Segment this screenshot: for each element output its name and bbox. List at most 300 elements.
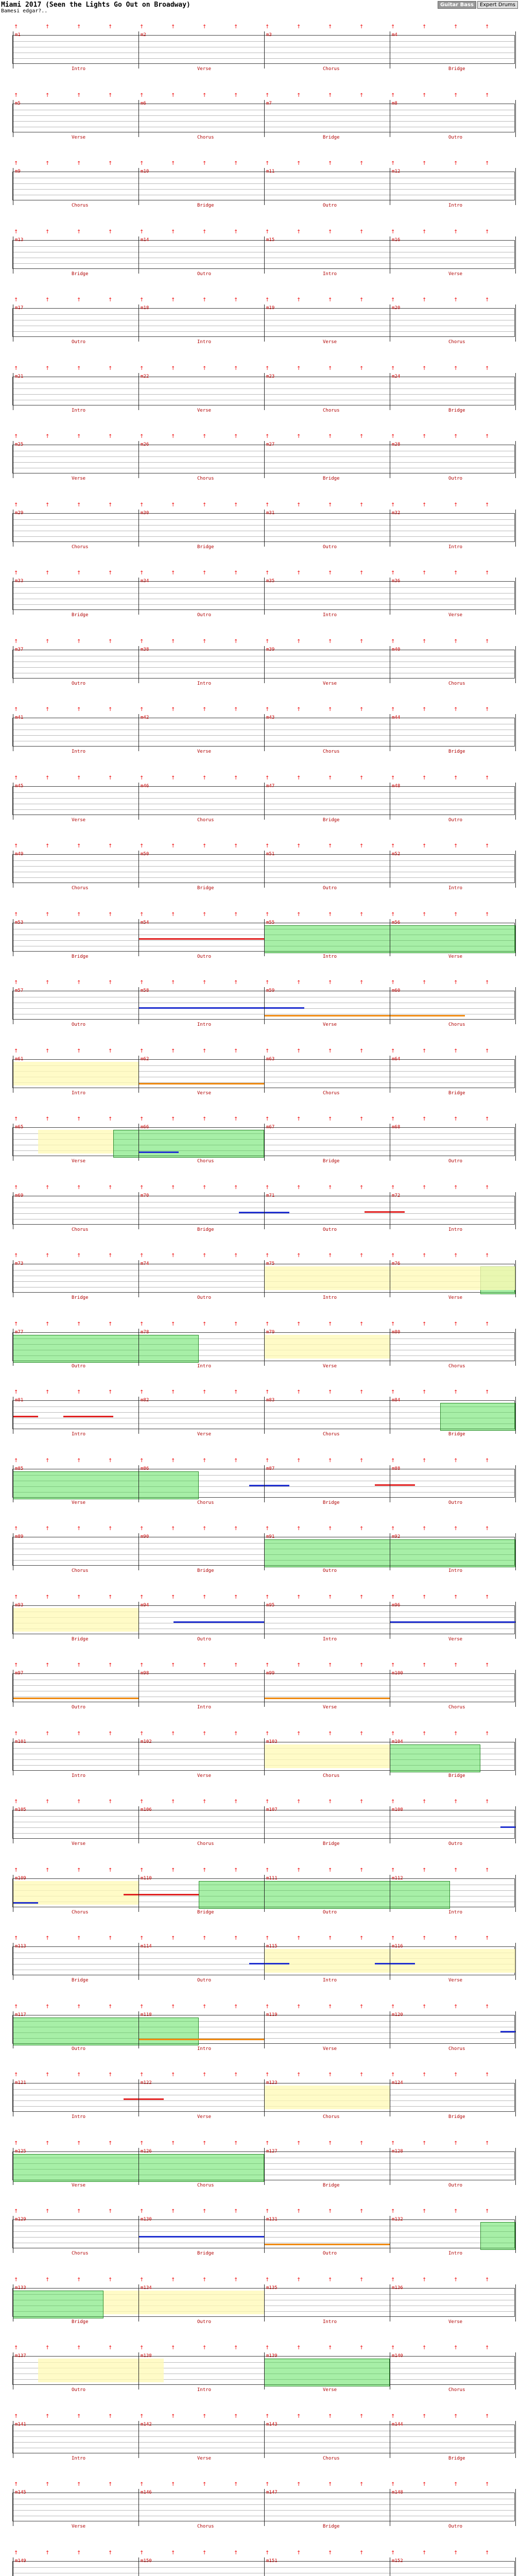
beat-marker-icon: ↑ — [454, 843, 458, 849]
beat-marker-icon: ↑ — [108, 161, 113, 166]
measure-number: m102 — [141, 1739, 152, 1744]
mode-guitar-bass[interactable]: Guitar Bass — [438, 1, 476, 9]
chart-row — [0, 2475, 520, 2544]
section-label: Intro — [72, 1090, 86, 1096]
beat-marker-icon: ↑ — [234, 1458, 238, 1464]
beat-marker-icon: ↑ — [108, 843, 113, 849]
chart-row — [0, 1861, 520, 1929]
beat-marker-icon: ↑ — [391, 638, 395, 645]
beat-marker-icon: ↑ — [454, 2072, 458, 2078]
beat-marker-icon: ↑ — [485, 2345, 490, 2351]
chart-row — [0, 359, 520, 428]
measure-number: m116 — [392, 1944, 403, 1949]
bar-line — [515, 578, 516, 615]
beat-marker-icon: ↑ — [202, 2072, 207, 2078]
section-label: Outro — [323, 1909, 337, 1915]
measure-number: m3 — [266, 32, 272, 38]
measure-number: m46 — [141, 783, 149, 789]
beat-marker-icon: ↑ — [265, 1184, 270, 1191]
beat-marker-icon: ↑ — [202, 2209, 207, 2214]
beat-marker-icon: ↑ — [328, 2345, 333, 2351]
bar-line — [264, 2284, 265, 2321]
beat-marker-icon: ↑ — [140, 1389, 144, 1395]
section-label: Outro — [323, 1568, 337, 1573]
beat-marker-icon: ↑ — [391, 2550, 395, 2556]
beat-marker-icon: ↑ — [171, 843, 176, 849]
beat-marker-icon: ↑ — [202, 2277, 207, 2283]
section-label: Verse — [323, 2387, 337, 2393]
section-label: Bridge — [72, 1636, 89, 1642]
beat-marker-icon: ↑ — [108, 502, 113, 508]
beat-marker-icon: ↑ — [77, 229, 81, 235]
beat-marker-icon: ↑ — [297, 638, 301, 645]
sustain-note — [138, 938, 264, 940]
measure-number: m115 — [266, 1944, 278, 1949]
bar-line — [138, 236, 139, 274]
section-label: Chorus — [197, 1159, 214, 1164]
beat-marker-icon: ↑ — [234, 911, 238, 918]
section-label: Bridge — [323, 134, 340, 140]
beat-marker-icon: ↑ — [422, 229, 427, 235]
sustain-note — [500, 2031, 515, 2032]
sustain-note — [13, 1698, 138, 1699]
measure-number: m121 — [15, 2080, 26, 2086]
beat-marker-icon: ↑ — [108, 1867, 113, 1873]
section-label: Bridge — [323, 2524, 340, 2529]
beat-marker-icon: ↑ — [328, 1184, 333, 1191]
section-label: Verse — [448, 1295, 463, 1300]
beat-marker-icon: ↑ — [454, 502, 458, 508]
sustain-note — [249, 1485, 289, 1486]
beat-marker-icon: ↑ — [77, 2004, 81, 2010]
section-label: Verse — [197, 1432, 212, 1437]
staff-line — [13, 388, 514, 389]
beat-marker-icon: ↑ — [297, 502, 301, 508]
staff — [12, 2140, 515, 2188]
chart-row — [0, 2270, 520, 2339]
beat-marker-icon: ↑ — [234, 1936, 238, 1941]
beat-marker-icon: ↑ — [171, 502, 176, 508]
beat-marker-icon: ↑ — [77, 1526, 81, 1532]
measure-number: m94 — [141, 1602, 149, 1608]
beat-marker-icon: ↑ — [328, 161, 333, 166]
beat-marker-icon: ↑ — [328, 2482, 333, 2487]
beat-marker-icon: ↑ — [77, 707, 81, 713]
section-label: Intro — [72, 66, 86, 72]
solo-zone — [264, 1744, 390, 1768]
beat-marker-icon: ↑ — [202, 2482, 207, 2487]
measure-number: m147 — [266, 2490, 278, 2495]
bar-line — [264, 31, 265, 69]
beat-marker-icon: ↑ — [391, 2482, 395, 2487]
beat-marker-icon: ↑ — [265, 2277, 270, 2283]
beat-marker-icon: ↑ — [45, 980, 50, 986]
chart-row — [0, 1246, 520, 1315]
beat-marker-icon: ↑ — [108, 2482, 113, 2487]
bar-line — [515, 1056, 516, 1093]
beat-marker-icon: ↑ — [171, 2277, 176, 2283]
chart-row — [0, 496, 520, 564]
mode-expert-drums[interactable]: Expert Drums — [477, 1, 518, 9]
beat-marker-icon: ↑ — [265, 161, 270, 166]
beat-marker-icon: ↑ — [140, 2140, 144, 2146]
section-label: Verse — [448, 1636, 463, 1642]
beat-marker-icon: ↑ — [359, 1799, 364, 1805]
beat-marker-icon: ↑ — [77, 1594, 81, 1600]
beat-marker-icon: ↑ — [328, 1253, 333, 1259]
beat-marker-icon: ↑ — [359, 2277, 364, 2283]
beat-marker-icon: ↑ — [108, 24, 113, 30]
beat-marker-icon: ↑ — [297, 1253, 301, 1259]
beat-marker-icon: ↑ — [485, 1799, 490, 1805]
section-label: Verse — [197, 2455, 212, 2461]
beat-marker-icon: ↑ — [108, 229, 113, 235]
section-label: Bridge — [448, 1090, 465, 1096]
measure-number: m120 — [392, 2012, 403, 2018]
section-label: Verse — [323, 340, 337, 345]
beat-marker-icon: ↑ — [454, 2413, 458, 2419]
beat-marker-icon: ↑ — [265, 2072, 270, 2078]
section-label: Intro — [448, 203, 463, 208]
beat-marker-icon: ↑ — [14, 1253, 19, 1259]
beat-marker-icon: ↑ — [140, 2413, 144, 2419]
measure-number: m107 — [266, 1807, 278, 1812]
chart-row — [0, 1792, 520, 1861]
measure-number: m122 — [141, 2080, 152, 2086]
staff — [12, 365, 515, 413]
bar-line — [138, 100, 139, 137]
beat-marker-icon: ↑ — [45, 2345, 50, 2351]
staff-line — [13, 809, 514, 810]
measure-number: m135 — [266, 2285, 278, 2291]
beat-marker-icon: ↑ — [422, 1458, 427, 1464]
beat-marker-icon: ↑ — [265, 2413, 270, 2419]
beat-marker-icon: ↑ — [391, 297, 395, 303]
section-label: Bridge — [72, 613, 89, 618]
section-label: Outro — [448, 476, 463, 481]
beat-marker-icon: ↑ — [77, 502, 81, 508]
section-label: Intro — [323, 2319, 337, 2325]
beat-marker-icon: ↑ — [265, 2004, 270, 2010]
section-label: Intro — [448, 1227, 463, 1232]
beat-marker-icon: ↑ — [14, 502, 19, 508]
measure-number: m134 — [141, 2285, 152, 2291]
measure-number: m8 — [392, 100, 397, 106]
section-label: Bridge — [448, 1432, 465, 1437]
section-label: Chorus — [72, 1568, 89, 1573]
beat-marker-icon: ↑ — [77, 2550, 81, 2556]
beat-marker-icon: ↑ — [485, 775, 490, 781]
beat-marker-icon: ↑ — [171, 1389, 176, 1395]
measure-number: m70 — [141, 1193, 149, 1198]
measure-number: m119 — [266, 2012, 278, 2018]
measure-number: m76 — [392, 1261, 401, 1266]
staff-line — [13, 519, 514, 520]
beat-marker-icon: ↑ — [422, 2345, 427, 2351]
beat-marker-icon: ↑ — [485, 2140, 490, 2146]
beat-marker-icon: ↑ — [328, 980, 333, 986]
beat-marker-icon: ↑ — [265, 843, 270, 849]
measure-number: m75 — [266, 1261, 275, 1266]
beat-marker-icon: ↑ — [391, 843, 395, 849]
chart-row — [0, 837, 520, 905]
beat-marker-icon: ↑ — [234, 1867, 238, 1873]
beat-marker-icon: ↑ — [108, 2277, 113, 2283]
staff — [12, 843, 515, 891]
beat-marker-icon: ↑ — [359, 2072, 364, 2078]
beat-marker-icon: ↑ — [391, 1184, 395, 1191]
beat-marker-icon: ↑ — [265, 1048, 270, 1054]
beat-marker-icon: ↑ — [359, 2413, 364, 2419]
section-label: Verse — [72, 134, 86, 140]
beat-marker-icon: ↑ — [422, 1116, 427, 1122]
beat-marker-icon: ↑ — [14, 1526, 19, 1532]
beat-marker-icon: ↑ — [202, 1184, 207, 1191]
sustain-note — [124, 1894, 199, 1895]
section-label: Outro — [323, 2251, 337, 2256]
beat-marker-icon: ↑ — [454, 1321, 458, 1327]
beat-marker-icon: ↑ — [140, 1184, 144, 1191]
beat-marker-icon: ↑ — [45, 1048, 50, 1054]
measure-number: m136 — [392, 2285, 403, 2291]
beat-marker-icon: ↑ — [485, 229, 490, 235]
measure-number: m148 — [392, 2490, 403, 2495]
section-label: Verse — [72, 1159, 86, 1164]
section-label: Verse — [72, 1841, 86, 1846]
beat-marker-icon: ↑ — [171, 1526, 176, 1532]
measure-number: m72 — [392, 1193, 401, 1198]
bar-line — [264, 1124, 265, 1161]
bar-line — [515, 851, 516, 888]
bar-line — [264, 1602, 265, 1639]
beat-marker-icon: ↑ — [391, 570, 395, 576]
staff-line — [13, 1685, 514, 1686]
bar-line — [264, 236, 265, 274]
bar-line — [264, 304, 265, 342]
staff-line — [13, 866, 514, 867]
bar-line — [515, 919, 516, 956]
beat-marker-icon: ↑ — [45, 570, 50, 576]
beat-marker-icon: ↑ — [234, 2004, 238, 2010]
measure-number: m25 — [15, 442, 24, 447]
staff — [12, 2550, 515, 2576]
measure-number: m42 — [141, 715, 149, 720]
beat-marker-icon: ↑ — [140, 1731, 144, 1737]
beat-marker-icon: ↑ — [14, 2140, 19, 2146]
solo-zone — [13, 1062, 138, 1086]
section-label: Outro — [72, 2046, 86, 2052]
bar-line — [515, 2148, 516, 2185]
beat-marker-icon: ↑ — [171, 1867, 176, 1873]
beat-marker-icon: ↑ — [422, 1867, 427, 1873]
beat-marker-icon: ↑ — [171, 1048, 176, 1054]
beat-marker-icon: ↑ — [391, 2209, 395, 2214]
beat-marker-icon: ↑ — [265, 638, 270, 645]
staff — [12, 911, 515, 959]
beat-marker-icon: ↑ — [77, 1731, 81, 1737]
measure-number: m141 — [15, 2421, 26, 2427]
section-label: Verse — [197, 749, 212, 754]
staff — [12, 1799, 515, 1846]
beat-marker-icon: ↑ — [140, 843, 144, 849]
beat-marker-icon: ↑ — [265, 1458, 270, 1464]
staff-line — [13, 41, 514, 42]
bar-line — [264, 1260, 265, 1297]
section-label: Intro — [72, 2114, 86, 2120]
beat-marker-icon: ↑ — [140, 1594, 144, 1600]
beat-marker-icon: ↑ — [77, 843, 81, 849]
beat-marker-icon: ↑ — [454, 1731, 458, 1737]
beat-marker-icon: ↑ — [14, 297, 19, 303]
bar-line — [515, 1875, 516, 1912]
section-label: Intro — [323, 613, 337, 618]
measure-number: m22 — [141, 374, 149, 379]
section-label: Intro — [323, 1978, 337, 1983]
beat-marker-icon: ↑ — [422, 911, 427, 918]
beat-marker-icon: ↑ — [108, 365, 113, 371]
beat-marker-icon: ↑ — [328, 1458, 333, 1464]
beat-marker-icon: ↑ — [14, 365, 19, 371]
bar-line — [515, 2216, 516, 2253]
beat-marker-icon: ↑ — [454, 2004, 458, 2010]
sustain-note — [138, 1007, 304, 1009]
beat-marker-icon: ↑ — [202, 911, 207, 918]
beat-marker-icon: ↑ — [202, 2140, 207, 2146]
beat-marker-icon: ↑ — [77, 434, 81, 439]
staff-line — [13, 2504, 514, 2505]
staff-line — [13, 587, 514, 588]
staff-line — [13, 2510, 514, 2511]
beat-marker-icon: ↑ — [14, 1663, 19, 1668]
beat-marker-icon: ↑ — [359, 1663, 364, 1668]
beat-marker-icon: ↑ — [234, 92, 238, 98]
beat-marker-icon: ↑ — [140, 1321, 144, 1327]
measure-number: m101 — [15, 1739, 26, 1744]
bar-line — [138, 1397, 139, 1434]
beat-marker-icon: ↑ — [234, 843, 238, 849]
beat-marker-icon: ↑ — [171, 1799, 176, 1805]
beat-marker-icon: ↑ — [45, 707, 50, 713]
measure-number: m13 — [15, 237, 24, 243]
beat-marker-icon: ↑ — [14, 1799, 19, 1805]
sustain-note — [390, 1621, 515, 1623]
measure-number: m65 — [15, 1125, 24, 1130]
beat-marker-icon: ↑ — [45, 2277, 50, 2283]
staff-line — [13, 667, 514, 668]
beat-marker-icon: ↑ — [265, 2482, 270, 2487]
beat-marker-icon: ↑ — [234, 1321, 238, 1327]
staff — [12, 707, 515, 754]
beat-marker-icon: ↑ — [202, 92, 207, 98]
beat-marker-icon: ↑ — [202, 502, 207, 508]
beat-marker-icon: ↑ — [485, 1594, 490, 1600]
beat-marker-icon: ↑ — [202, 2004, 207, 2010]
beat-marker-icon: ↑ — [45, 2140, 50, 2146]
bar-line — [138, 2489, 139, 2526]
bar-line — [515, 646, 516, 683]
chart-row — [0, 1656, 520, 1724]
beat-marker-icon: ↑ — [171, 2209, 176, 2214]
beat-marker-icon: ↑ — [485, 1867, 490, 1873]
beat-marker-icon: ↑ — [485, 638, 490, 645]
bar-line — [264, 1397, 265, 1434]
beat-marker-icon: ↑ — [45, 2482, 50, 2487]
beat-marker-icon: ↑ — [108, 2550, 113, 2556]
bar-line — [138, 2284, 139, 2321]
beat-marker-icon: ↑ — [328, 2140, 333, 2146]
beat-marker-icon: ↑ — [391, 1048, 395, 1054]
measure-number: m144 — [392, 2421, 403, 2427]
beat-marker-icon: ↑ — [297, 843, 301, 849]
beat-marker-icon: ↑ — [391, 1936, 395, 1941]
solo-zone — [264, 2086, 390, 2109]
section-label: Outro — [448, 1159, 463, 1164]
sustain-note — [13, 1416, 38, 1417]
beat-marker-icon: ↑ — [485, 707, 490, 713]
beat-marker-icon: ↑ — [265, 2209, 270, 2214]
staff-line — [13, 593, 514, 594]
section-label: Intro — [197, 1022, 212, 1027]
measure-number: m63 — [266, 1056, 275, 1062]
measure-number: m45 — [15, 783, 24, 789]
chart-row — [0, 2202, 520, 2270]
section-label: Verse — [72, 1500, 86, 1505]
beat-marker-icon: ↑ — [171, 775, 176, 781]
staff — [12, 2072, 515, 2120]
section-label: Bridge — [72, 1978, 89, 1983]
beat-marker-icon: ↑ — [171, 365, 176, 371]
bar-line — [138, 304, 139, 342]
beat-marker-icon: ↑ — [14, 1936, 19, 1941]
beat-marker-icon: ↑ — [171, 161, 176, 166]
beat-marker-icon: ↑ — [45, 502, 50, 508]
beat-marker-icon: ↑ — [14, 92, 19, 98]
beat-marker-icon: ↑ — [454, 434, 458, 439]
beat-marker-icon: ↑ — [202, 229, 207, 235]
measure-number: m78 — [141, 1329, 149, 1335]
beat-marker-icon: ↑ — [454, 911, 458, 918]
beat-marker-icon: ↑ — [297, 434, 301, 439]
song-artist: Bamesi edgar?.. — [1, 8, 48, 14]
chart-row — [0, 1451, 520, 1520]
section-label: Bridge — [323, 476, 340, 481]
measure-number: m27 — [266, 442, 275, 447]
beat-marker-icon: ↑ — [359, 980, 364, 986]
measure-number: m21 — [15, 374, 24, 379]
beat-marker-icon: ↑ — [359, 1867, 364, 1873]
beat-marker-icon: ↑ — [454, 1799, 458, 1805]
beat-marker-icon: ↑ — [77, 92, 81, 98]
beat-marker-icon: ↑ — [108, 1321, 113, 1327]
chart-row — [0, 973, 520, 1042]
beat-marker-icon: ↑ — [140, 502, 144, 508]
beat-marker-icon: ↑ — [108, 1048, 113, 1054]
beat-marker-icon: ↑ — [77, 1867, 81, 1873]
beat-marker-icon: ↑ — [265, 911, 270, 918]
section-label: Bridge — [72, 2319, 89, 2325]
beat-marker-icon: ↑ — [140, 707, 144, 713]
beat-marker-icon: ↑ — [171, 1253, 176, 1259]
beat-marker-icon: ↑ — [77, 1184, 81, 1191]
beat-marker-icon: ↑ — [171, 229, 176, 235]
beat-marker-icon: ↑ — [234, 2550, 238, 2556]
section-label: Verse — [448, 271, 463, 277]
measure-number: m85 — [15, 1466, 24, 1471]
staff — [12, 1321, 515, 1369]
beat-marker-icon: ↑ — [140, 638, 144, 645]
section-label: Bridge — [197, 1568, 214, 1573]
section-label: Outro — [72, 340, 86, 345]
